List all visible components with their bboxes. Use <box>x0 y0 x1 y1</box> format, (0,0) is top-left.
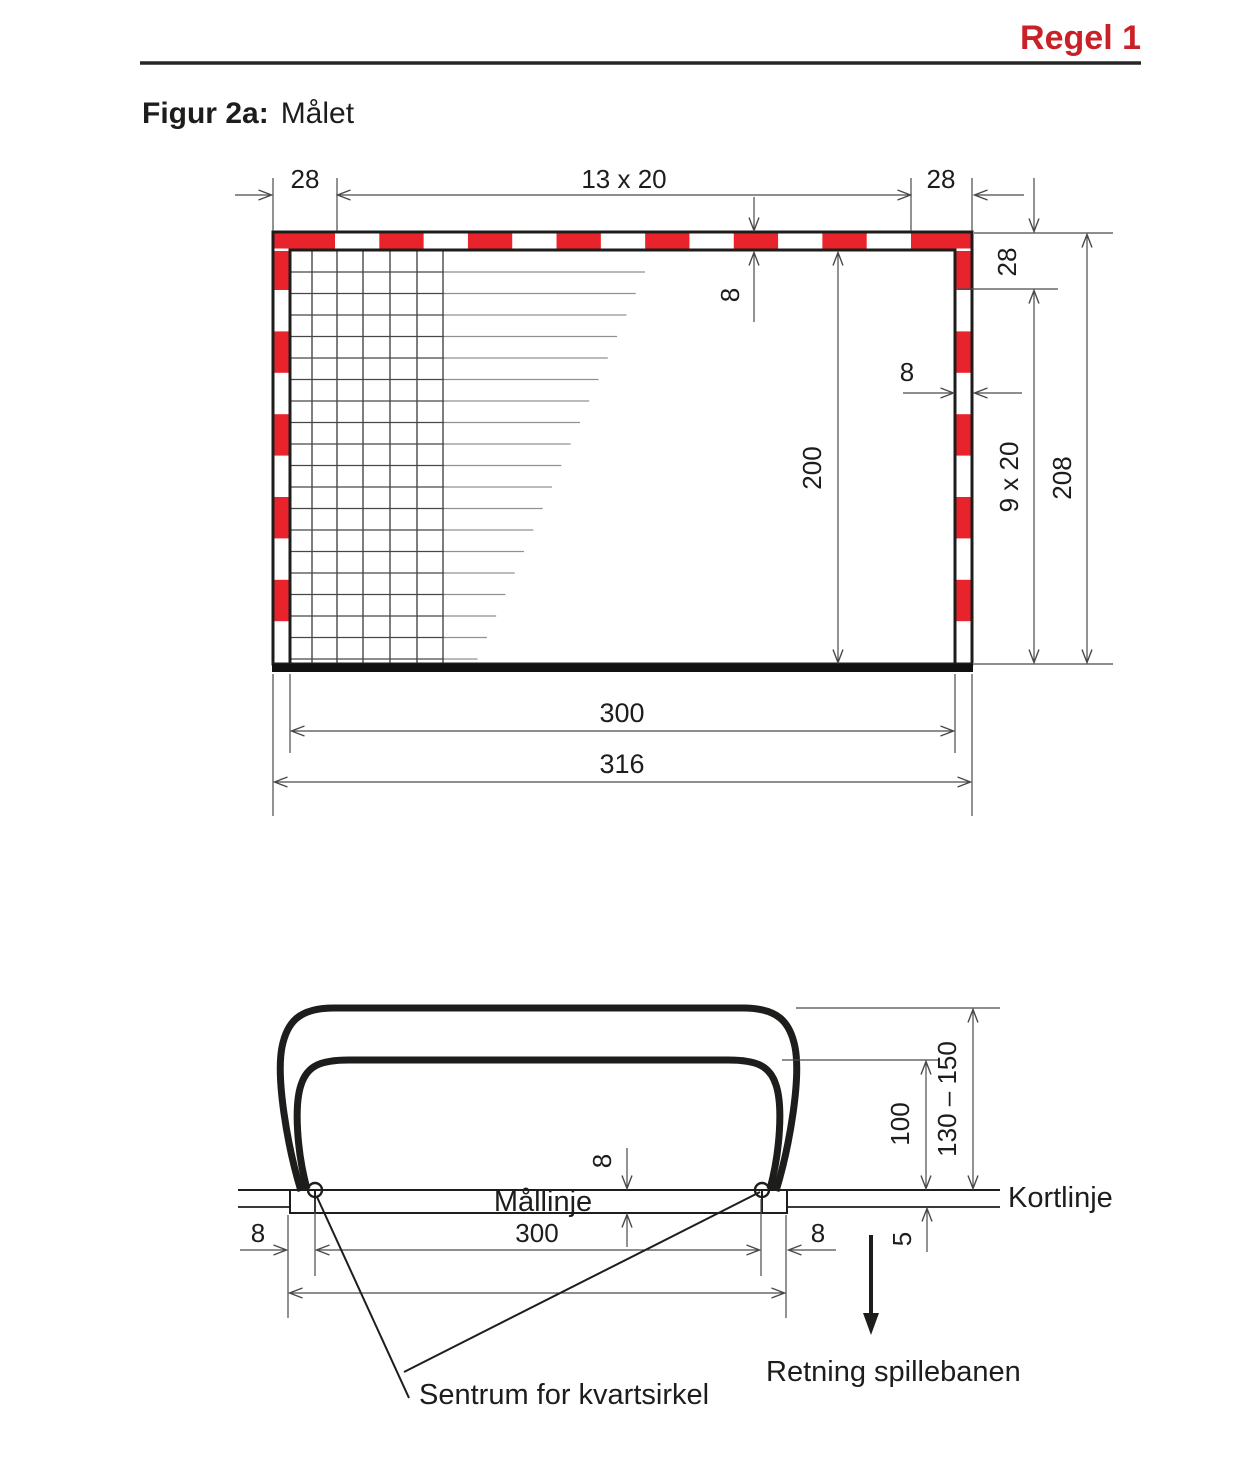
dim-inner-height: 200 <box>797 446 827 490</box>
net-frame-outer-curve <box>280 1008 796 1191</box>
front-view <box>235 164 1113 816</box>
plan-view-dimensions <box>240 1008 1000 1318</box>
rule-heading: Regel 1 <box>1020 19 1141 57</box>
left-post-plan <box>290 1190 315 1213</box>
right-post-plan <box>762 1190 787 1213</box>
figure-caption <box>142 97 355 130</box>
plan-view <box>238 1008 1113 1411</box>
court-line-label: Kortlinje <box>1008 1182 1113 1214</box>
direction-arrow-icon <box>863 1235 879 1335</box>
dim-corner-right: 28 <box>926 164 956 194</box>
dim-corner-vertical: 28 <box>992 247 1022 277</box>
dim-post-thickness: 8 <box>899 357 915 387</box>
dim-net-depth-bottom: 130 – 150 <box>932 1041 962 1157</box>
page-header <box>140 19 1141 130</box>
dim-goal-line-width: 8 <box>587 1153 617 1169</box>
dim-court-line-width: 5 <box>887 1231 917 1247</box>
dim-side-span: 9 x 20 <box>994 441 1024 513</box>
leader-right-circle <box>404 1192 760 1372</box>
direction-label: Retning spillebanen <box>766 1356 1021 1388</box>
front-view-dimensions <box>235 164 1113 816</box>
goal-frame <box>273 232 972 664</box>
goal-frame-stripes <box>275 234 971 622</box>
dim-inner-width-plan: 300 <box>515 1218 559 1248</box>
leader-left-circle <box>317 1197 409 1398</box>
quarter-circle-label: Sentrum for kvartsirkel <box>419 1379 710 1411</box>
goal-line-label: Mållinje <box>493 1186 593 1218</box>
dim-inner-width: 300 <box>599 698 645 728</box>
dim-top-span: 13 x 20 <box>581 164 667 194</box>
dim-outer-width: 316 <box>599 749 645 779</box>
net-frame-inner-curve <box>297 1060 780 1189</box>
dim-post-right: 8 <box>810 1218 826 1248</box>
dim-bar-thickness: 8 <box>715 287 745 303</box>
goal-net-lines <box>290 250 645 663</box>
dim-post-left: 8 <box>250 1218 266 1248</box>
figure-caption-label: Figur 2a: <box>142 97 269 130</box>
dim-corner-left: 28 <box>290 164 320 194</box>
figure-caption-title: Målet <box>280 97 355 130</box>
dim-net-depth-top: 100 <box>885 1102 915 1146</box>
ground-line <box>272 664 973 672</box>
dim-outer-height: 208 <box>1047 456 1077 500</box>
